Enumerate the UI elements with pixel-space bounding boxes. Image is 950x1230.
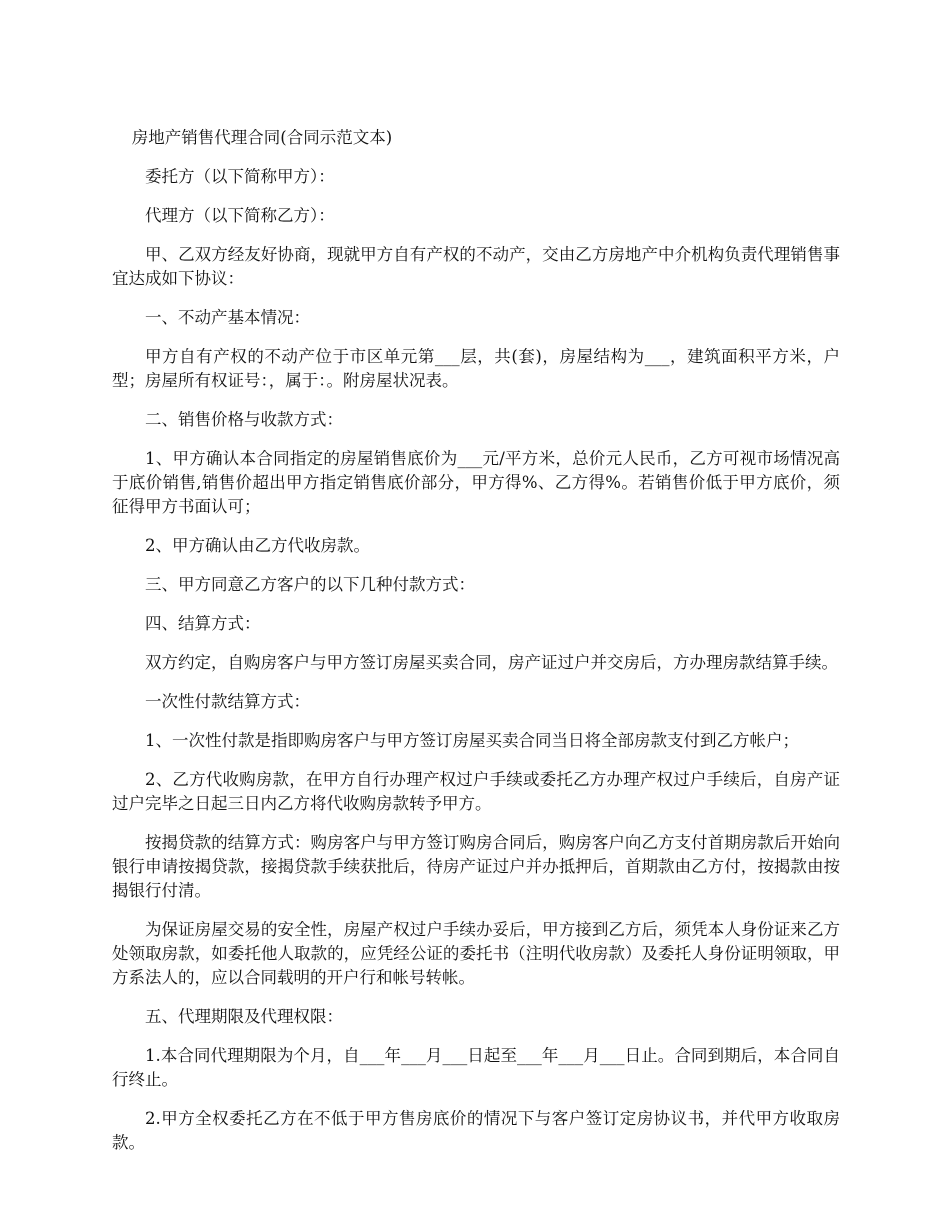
document-title: 房地产销售代理合同(合同示范文本) bbox=[131, 128, 393, 147]
section-heading-5: 五、代理期限及代理权限： bbox=[145, 1007, 343, 1026]
party-b-line: 代理方（以下简称乙方）： bbox=[145, 206, 335, 225]
property-details-paragraph: 甲方自有产权的不动产位于市区单元第___层，共(套)，房屋结构为___，建筑面积平方米，户型；房屋所有权证号：，属于：。附房屋状况表。 bbox=[112, 347, 840, 390]
lump-sum-clause-2: 2、乙方代收购房款，在甲方自行办理产权过户手续或委托乙方办理产权过户手续后，自房产证过户完毕之日起三日内乙方将代收购房款转予甲方。 bbox=[112, 770, 840, 813]
section-heading-2: 二、销售价格与收款方式： bbox=[145, 410, 343, 429]
price-clause-1: 1、甲方确认本合同指定的房屋销售底价为___元/平方米，总价元人民币，乙方可视市场情况高于底价销售,销售价超出甲方指定销售底价部分，甲方得%、乙方得%。若销售价低于甲方底价，须征得甲方书面认可； bbox=[112, 449, 840, 516]
document-body bbox=[112, 126, 840, 1170]
section-heading-1: 一、不动产基本情况： bbox=[145, 308, 310, 327]
preamble-paragraph: 甲、乙双方经友好协商，现就甲方自有产权的不动产，交由乙方房地产中介机构负责代理销售事宜达成如下协议： bbox=[112, 245, 840, 288]
section-heading-4: 四、结算方式： bbox=[145, 614, 261, 633]
section-heading-3: 三、甲方同意乙方客户的以下几种付款方式： bbox=[145, 575, 475, 594]
settlement-paragraph: 双方约定，自购房客户与甲方签订房屋买卖合同，房产证过户并交房后，方办理房款结算手续。 bbox=[145, 653, 838, 672]
party-a-line: 委托方（以下简称甲方）： bbox=[145, 167, 335, 186]
price-clause-2: 2、甲方确认由乙方代收房款。 bbox=[145, 536, 370, 555]
term-clause-1: 1.本合同代理期限为个月，自___年___月___日起至___年___月___日止。合同到期后，本合同自行终止。 bbox=[112, 1046, 840, 1089]
lump-sum-heading: 一次性付款结算方式： bbox=[145, 692, 310, 711]
mortgage-paragraph: 按揭贷款的结算方式：购房客户与甲方签订购房合同后，购房客户向乙方支付首期房款后开始向银行申请按揭贷款，接揭贷款手续获批后，待房产证过户并办抵押后，首期款由乙方付，按揭款由按揭银行付清。 bbox=[112, 833, 840, 900]
term-clause-2: 2.甲方全权委托乙方在不低于甲方售房底价的情况下与客户签订定房协议书，并代甲方收取房款。 bbox=[112, 1109, 840, 1152]
lump-sum-clause-1: 1、一次性付款是指即购房客户与甲方签订房屋买卖合同当日将全部房款支付到乙方帐户； bbox=[145, 731, 799, 750]
safety-paragraph: 为保证房屋交易的安全性，房屋产权过户手续办妥后，甲方接到乙方后，须凭本人身份证来乙方处领取房款，如委托他人取款的，应凭经公证的委托书（注明代收房款）及委托人身份证明领取，甲方系法人的，应以合同载明的开户行和帐号转帐。 bbox=[112, 920, 840, 987]
